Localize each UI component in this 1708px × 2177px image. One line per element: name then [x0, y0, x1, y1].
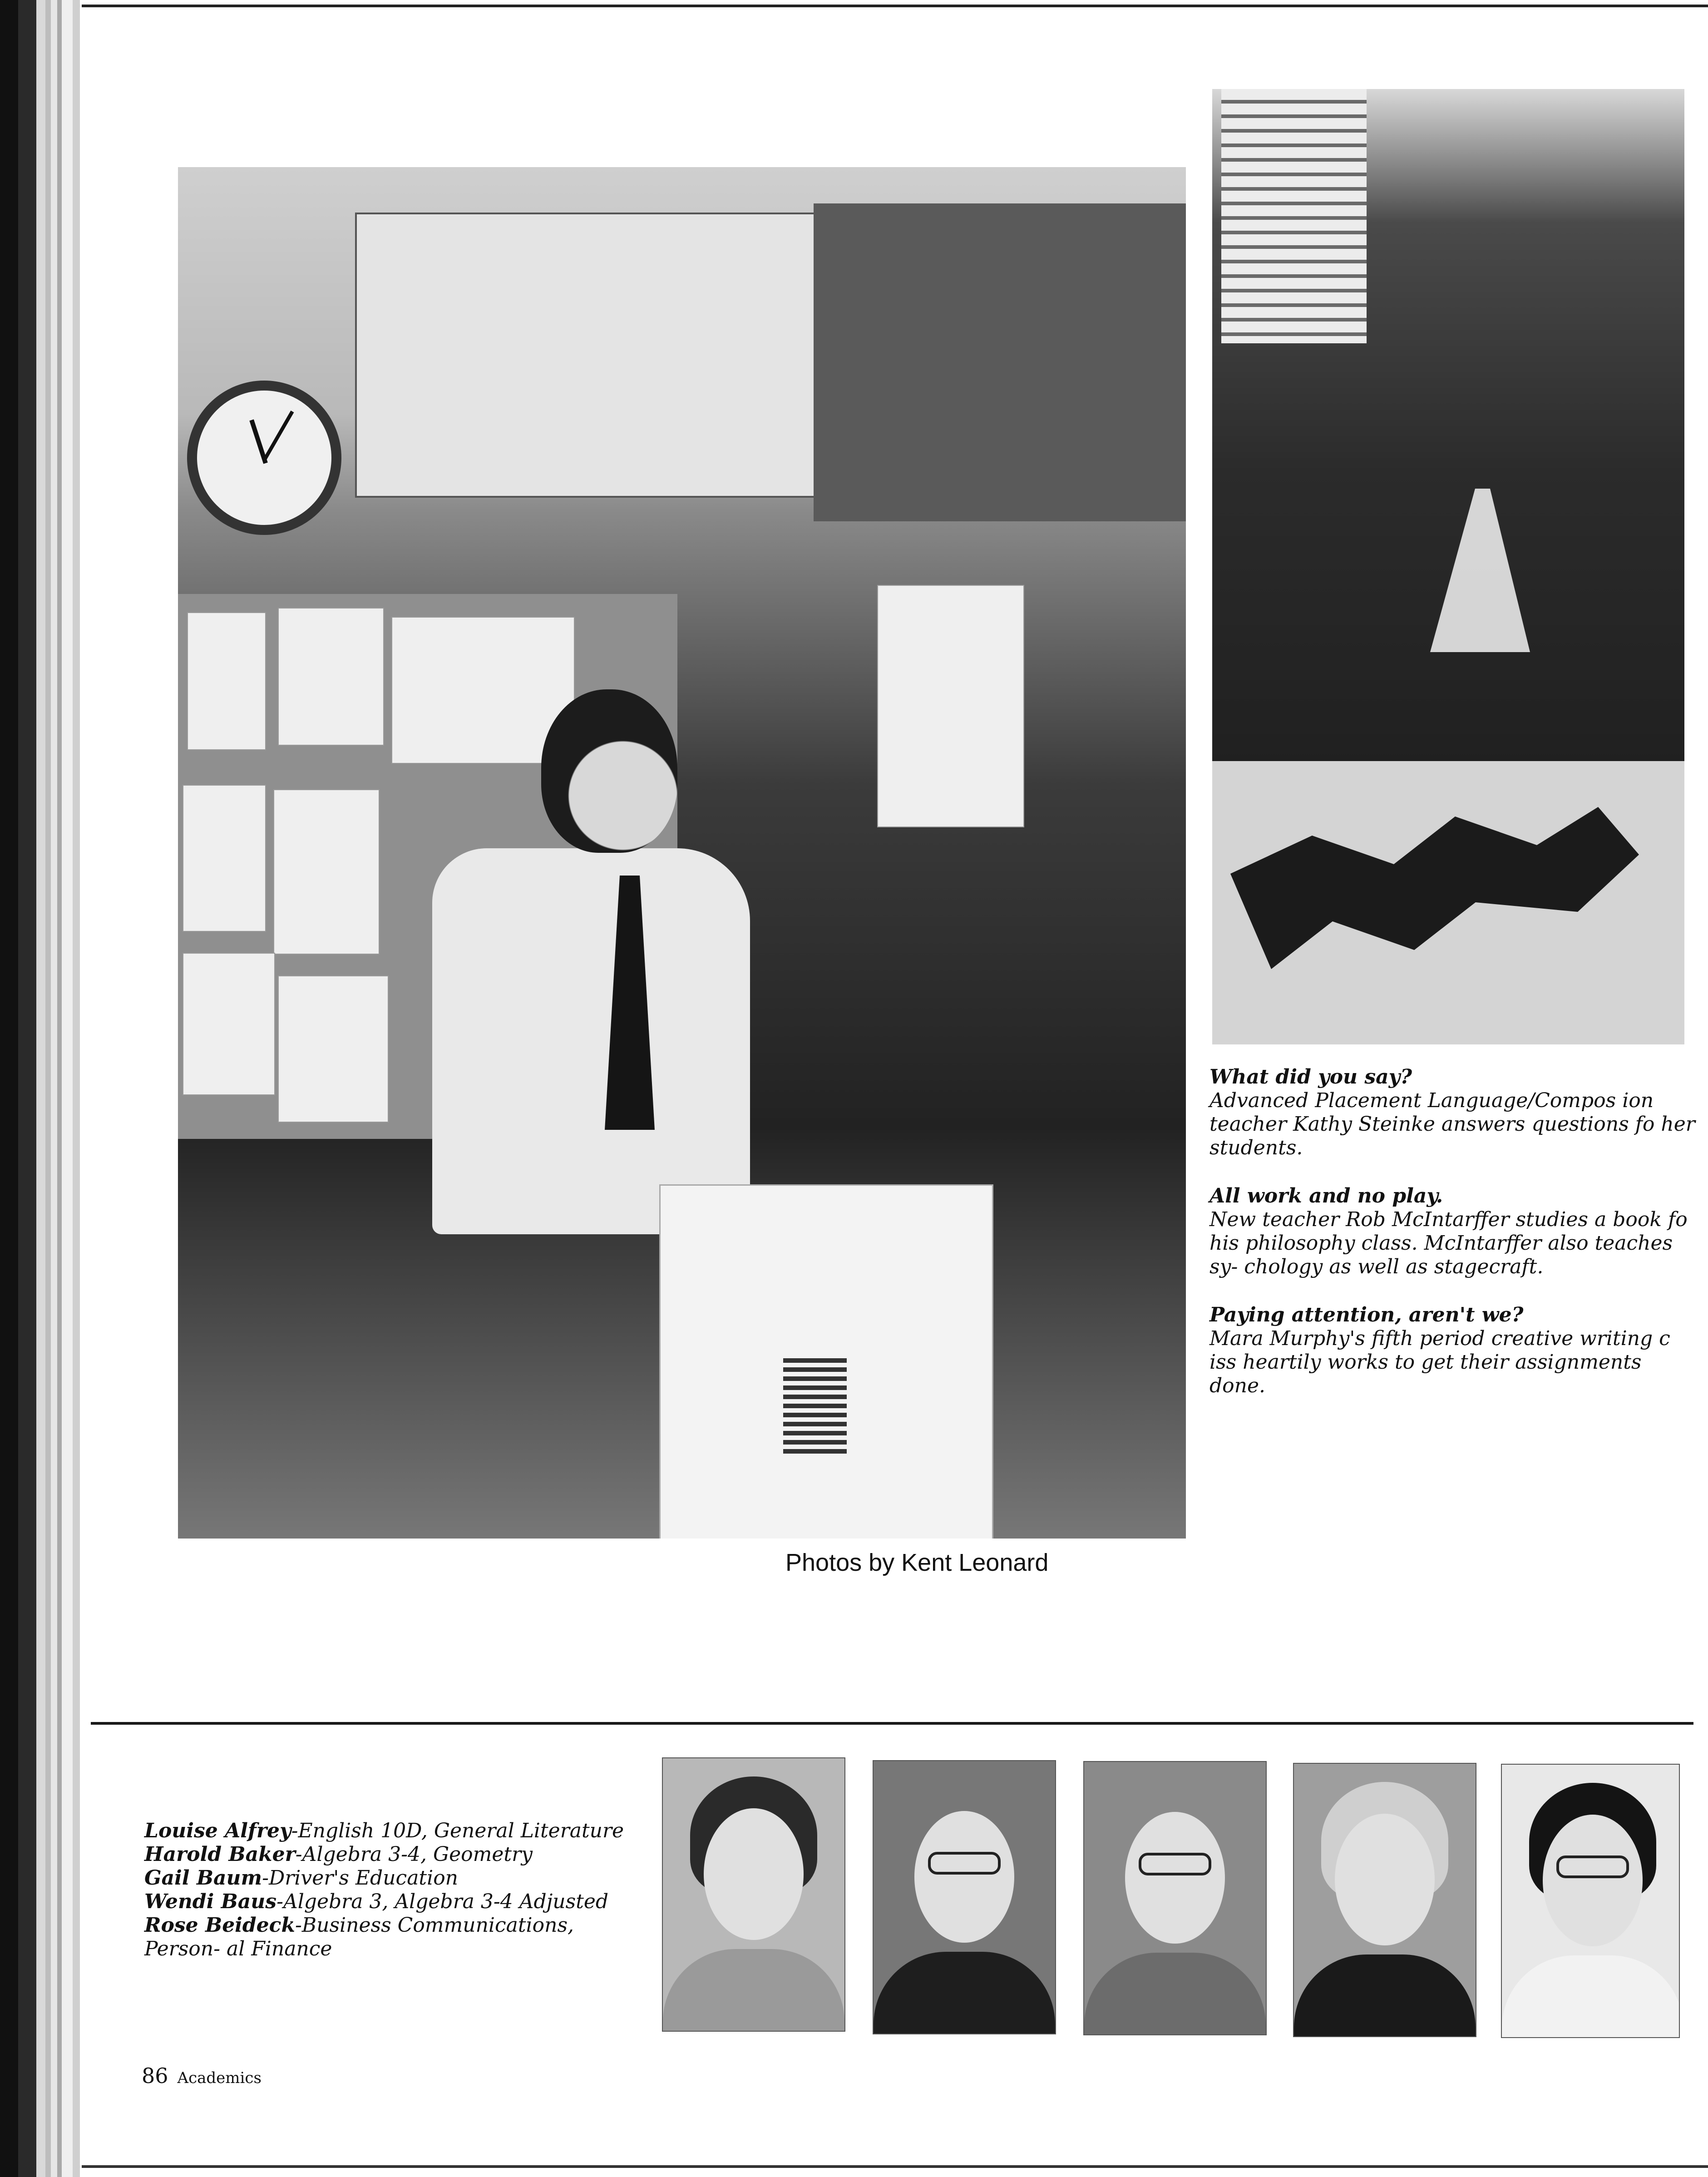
posted-paper: [278, 975, 389, 1123]
posted-paper: [278, 608, 384, 746]
faculty-name: Louise Alfrey: [144, 1819, 291, 1842]
portrait-clothing: [1502, 1955, 1680, 2037]
page-binding-edge: [0, 0, 86, 2177]
rules-poster: [877, 585, 1024, 827]
portrait-wendi-baus: [1293, 1763, 1476, 2037]
section-divider: [91, 1722, 1693, 1725]
main-photo: [178, 167, 1186, 1539]
faculty-subjects: -Algebra 3, Algebra 3-4 Adjusted: [276, 1890, 609, 1913]
faculty-name: Wendi Baus: [144, 1890, 277, 1913]
faculty-entry: [144, 1914, 644, 1961]
portrait-gail-baum: [1083, 1761, 1267, 2035]
bottom-edge: [82, 2165, 1708, 2168]
page-folio: [142, 2063, 262, 2088]
section-name: Academics: [177, 2069, 262, 2087]
glasses-icon: [1556, 1855, 1629, 1878]
portrait-rose-beideck: [1501, 1764, 1680, 2038]
glasses-icon: [1139, 1853, 1211, 1875]
faculty-subjects: -Business Communications, Person- al Finance: [144, 1914, 574, 1960]
portrait-clothing: [874, 1952, 1055, 2034]
caption: [1209, 1303, 1695, 1398]
page-number: 86: [142, 2063, 168, 2088]
right-photo: [1212, 89, 1684, 1044]
portrait-louise-alfrey: [662, 1757, 845, 2032]
faculty-name: Gail Baum: [144, 1866, 262, 1890]
dark-poster: [814, 203, 1186, 521]
posted-paper: [183, 785, 266, 932]
faculty-subjects: -English 10D, General Literature: [291, 1819, 624, 1842]
portrait-face: [704, 1808, 804, 1940]
top-edge: [82, 5, 1708, 7]
teacher-shirt: [432, 848, 750, 1234]
caption-title: What did you say?: [1209, 1065, 1412, 1088]
laser-printer: [659, 1184, 993, 1539]
caption-body: New teacher Rob McIntarffer studies a book fo his philosophy class. McIntarffer also teaches sy- chology as well as stagecraft.: [1209, 1208, 1688, 1278]
faculty-list: [144, 1819, 644, 1961]
desk-lamp: [1430, 489, 1530, 652]
glasses-icon: [928, 1852, 1001, 1875]
faculty-entry: [144, 1890, 644, 1914]
portrait-face: [1335, 1814, 1435, 1945]
portrait-harold-baker: [873, 1760, 1056, 2034]
portrait-face: [914, 1811, 1014, 1943]
posted-paper: [187, 612, 266, 750]
portrait-face: [1125, 1812, 1225, 1944]
faculty-entry: [144, 1866, 644, 1890]
caption-body: Mara Murphy's fifth period creative writing c iss heartily works to get their assignments done.: [1209, 1327, 1670, 1397]
caption-column: [1209, 1065, 1695, 1422]
printer-vent: [783, 1358, 847, 1458]
portrait-clothing: [663, 1949, 844, 2031]
portrait-clothing: [1294, 1954, 1476, 2036]
faculty-subjects: -Driver's Education: [262, 1866, 459, 1890]
caption-title: Paying attention, aren't we?: [1209, 1303, 1524, 1326]
posted-paper: [273, 789, 380, 955]
photo-credit: Photos by Kent Leonard: [785, 1549, 1049, 1576]
wall-clock: [187, 381, 341, 535]
portrait-clothing: [1084, 1953, 1266, 2034]
faculty-name: Rose Beideck: [144, 1914, 295, 1937]
clock-minute-hand: [264, 411, 294, 460]
faculty-name: Harold Baker: [144, 1843, 296, 1866]
faculty-entry: [144, 1843, 644, 1866]
window-blinds: [1221, 89, 1367, 343]
handwritten-sign: [355, 213, 826, 498]
caption: [1209, 1065, 1695, 1160]
posted-paper: [183, 953, 275, 1095]
teacher-head: [541, 689, 677, 853]
caption-body: Advanced Placement Language/Compos ion teacher Kathy Steinke answers questions fo her students.: [1209, 1089, 1695, 1159]
faculty-subjects: -Algebra 3-4, Geometry: [295, 1843, 533, 1866]
caption: [1209, 1184, 1695, 1279]
caption-title: All work and no play.: [1209, 1184, 1443, 1207]
faculty-entry: [144, 1819, 644, 1843]
portrait-face: [1543, 1815, 1643, 1946]
